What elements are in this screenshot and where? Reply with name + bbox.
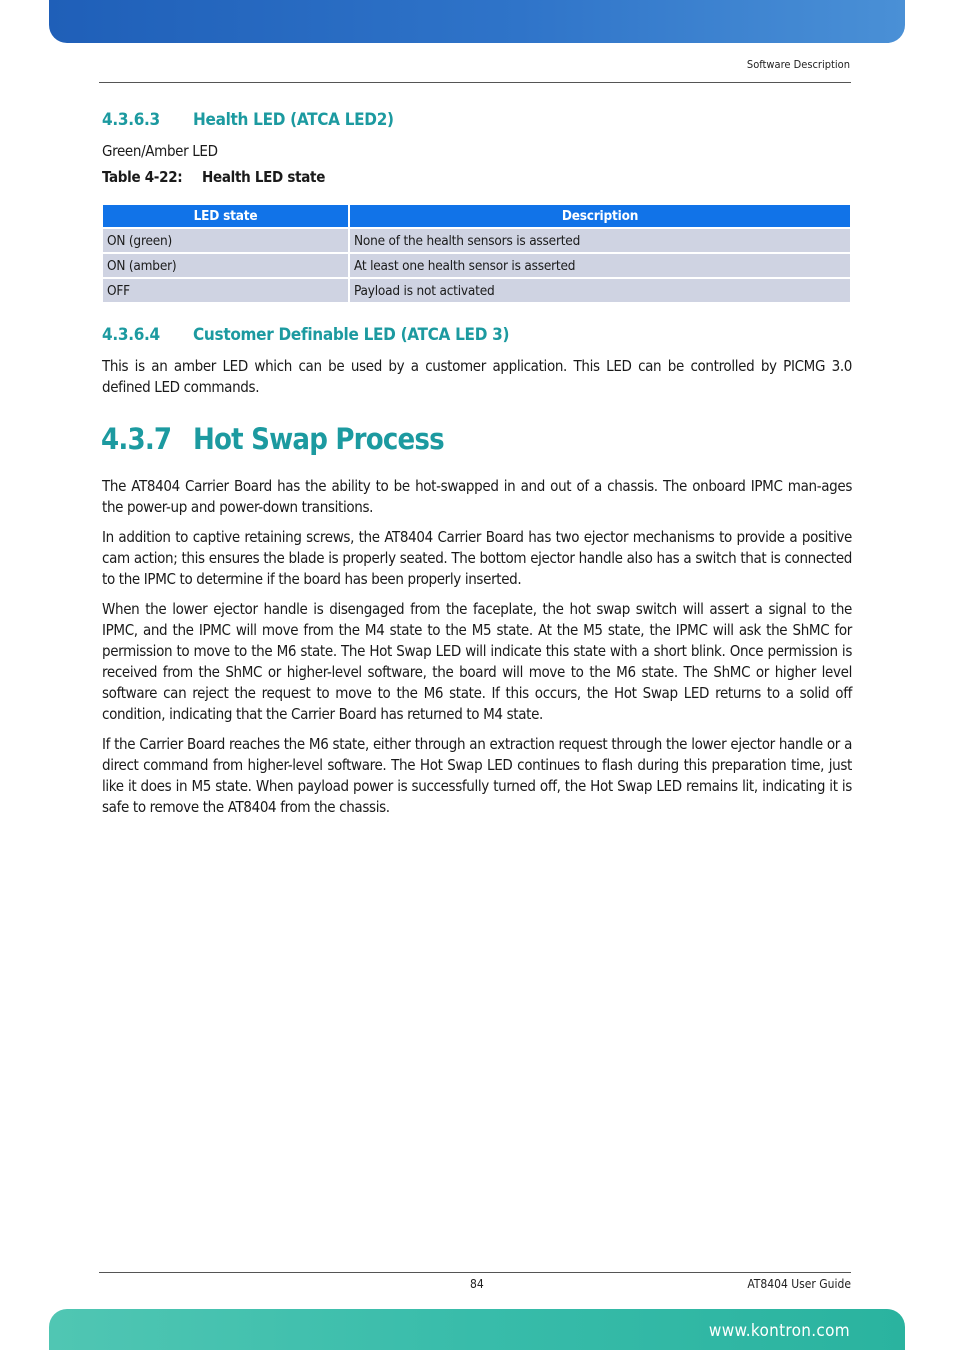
section-heading-hot-swap — [101, 422, 444, 456]
section-number: 4.3.6.3 — [102, 110, 160, 130]
footer-rule — [99, 1272, 851, 1273]
table-cell: ON (amber) — [103, 254, 348, 277]
customer-led-paragraph: This is an amber LED which can be used by a customer application. This LED can be controlled by PICMG 3.0 defined LED commands. — [102, 357, 852, 396]
header-rule — [99, 82, 851, 83]
section-number: 4.3.6.4 — [102, 325, 160, 345]
table-cell: None of the health sensors is asserted — [350, 229, 850, 252]
table-row — [103, 229, 850, 252]
table-cell: At least one health sensor is asserted — [350, 254, 850, 277]
table-cell: OFF — [103, 279, 348, 302]
section-number: 4.3.7 — [101, 422, 172, 456]
table-title: Health LED state — [202, 168, 326, 186]
section-title: Health LED (ATCA LED2) — [193, 110, 394, 130]
running-header: Software Description — [746, 58, 850, 71]
table-row — [103, 279, 850, 302]
column-header: LED state — [103, 205, 348, 227]
table-cell: ON (green) — [103, 229, 348, 252]
health-led-subtitle: Green/Amber LED — [102, 142, 218, 160]
paragraph: In addition to captive retaining screws, the AT8404 Carrier Board has two ejector mechanisms to provide a positive cam action; this ensures the blade is properly seated. The bottom ejector handle also has a switch that is connected to the IPMC to determine if the board has been properly inserted. — [102, 528, 852, 588]
section-title: Hot Swap Process — [193, 422, 444, 456]
page-number: 84 — [470, 1277, 484, 1291]
section-title: Customer Definable LED (ATCA LED 3) — [193, 325, 510, 345]
section-heading-customer-led — [102, 325, 509, 345]
column-header: Description — [350, 205, 850, 227]
website-link[interactable]: www.kontron.com — [708, 1321, 850, 1341]
table-header-row — [103, 205, 850, 227]
top-banner — [49, 0, 905, 43]
paragraph: The AT8404 Carrier Board has the ability to be hot-swapped in and out of a chassis. The onboard IPMC man-ages the power-up and power-down transitions. — [102, 477, 852, 516]
guide-name: AT8404 User Guide — [747, 1277, 851, 1291]
paragraph: When the lower ejector handle is disengaged from the faceplate, the hot swap switch will assert a signal to the IPMC, and the IPMC will move from the M4 state to the M5 state. At the M5 state, the IPMC will ask the ShMC for permission to move to the M6 state. The Hot Swap LED will indicate this state with a short blink. Once permission is received from the ShMC or higher-level software, the board will move to the M6 state. The ShMC or higher level software can reject the request to move to the M6 state. If this occurs, the Hot Swap LED returns to a solid off condition, indicating that the Carrier Board has returned to M4 state. — [102, 600, 852, 723]
table-label: Table 4-22: — [102, 168, 183, 186]
health-led-table — [101, 203, 852, 304]
table-cell: Payload is not activated — [350, 279, 850, 302]
table-caption — [102, 168, 325, 186]
section-heading-health-led — [102, 110, 394, 130]
paragraph: If the Carrier Board reaches the M6 state, either through an extraction request through the lower ejector handle or a direct command from higher-level software. The Hot Swap LED continues to flash during this preparation time, just like it does in M5 state. When payload power is successfully turned off, the Hot Swap LED remains lit, indicating it is safe to remove the AT8404 from the chassis. — [102, 735, 852, 816]
bottom-banner — [49, 1309, 905, 1350]
table-row — [103, 254, 850, 277]
